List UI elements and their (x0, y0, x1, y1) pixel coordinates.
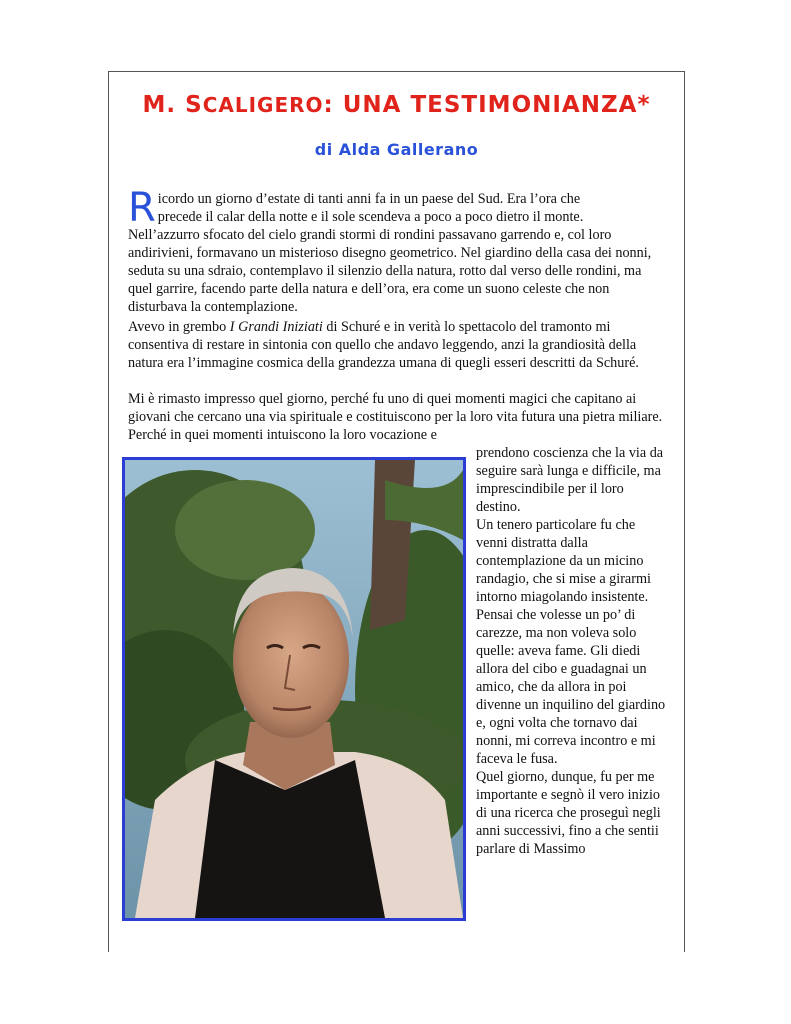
column-paragraph-2: Un tenero particolare fu che venni distratta dalla contemplazione da un micino randagio, che si mise a girarmi intorno miagolando insistente. Pensai che volesse un po’ di carezze, ma non voleva solo quelle: aveva fame. Gli diedi allora del cibo e guadagnai un amico, che da allora in poi divenne un inquilino del giardino e, ogni volta che tornavo dai nonni, mi correva incontro e mi faceva le fusa. (476, 517, 666, 767)
paragraph-3: Mi è rimasto impresso quel giorno, perché fu uno di quei momenti magici che capitano ai giovani che cercano una via spirituale e costituiscono per la loro vita futura una pietra miliare. Perché in quei momenti intuiscono la loro vocazione e (128, 391, 663, 443)
column-paragraph-1: prendono coscienza che la via da seguire sarà lunga e difficile, ma imprescindibile per il loro destino. (476, 445, 664, 515)
paragraph-1-line-2: precede il calar della notte e il sole scendeva a poco a poco dietro il monte. (157, 209, 584, 225)
drop-cap: R (128, 185, 156, 231)
title-initial: M. S (142, 92, 203, 118)
portrait-photo (122, 457, 466, 921)
paragraph-2-start: Avevo in grembo (128, 319, 230, 335)
paragraph-1 (128, 185, 664, 316)
side-column-text (476, 444, 666, 858)
paragraph-2 (128, 318, 664, 372)
page-title (108, 92, 685, 118)
paragraph-1-rest: Nell’azzurro sfocato del cielo grandi stormi di rondini passavano garrendo e, col loro andirivieni, formavano un misterioso disegno geometrico. Nel giardino della casa dei nonni, seduta su una sdraio, contemplavo il silenzio della natura, rotto dal verso delle rondini, ma quel garrire, facendo parte della natura e dell’ora, era come un suono celeste che non disturbava la contemplazione. (128, 227, 652, 315)
paragraph-2-end: di Schuré e in verità lo spettacolo del tramonto mi consentiva di restare in sintonia con quello che andavo leggendo, anzi la grandiosità della natura era l’immagine cosmica della grandezza umana di quegli esseri descritti da Schuré. (128, 319, 639, 371)
author-byline: di Alda Gallerano (314, 140, 479, 159)
title-rest: : UNA TESTIMONIANZA* (323, 92, 651, 118)
column-paragraph-3: Quel giorno, dunque, fu per me importante e segnò il vero inizio di una ricerca che proseguì negli anni successivi, fino a che sentii parlare di Massimo (476, 769, 661, 857)
paragraph-1-line-1: icordo un giorno d’estate di tanti anni fa in un paese del Sud. Era l’ora che (157, 191, 581, 207)
book-title: I Grandi Iniziati (229, 319, 323, 335)
title-smallcaps: CALIGERO (202, 93, 324, 117)
portrait-image (125, 460, 463, 918)
